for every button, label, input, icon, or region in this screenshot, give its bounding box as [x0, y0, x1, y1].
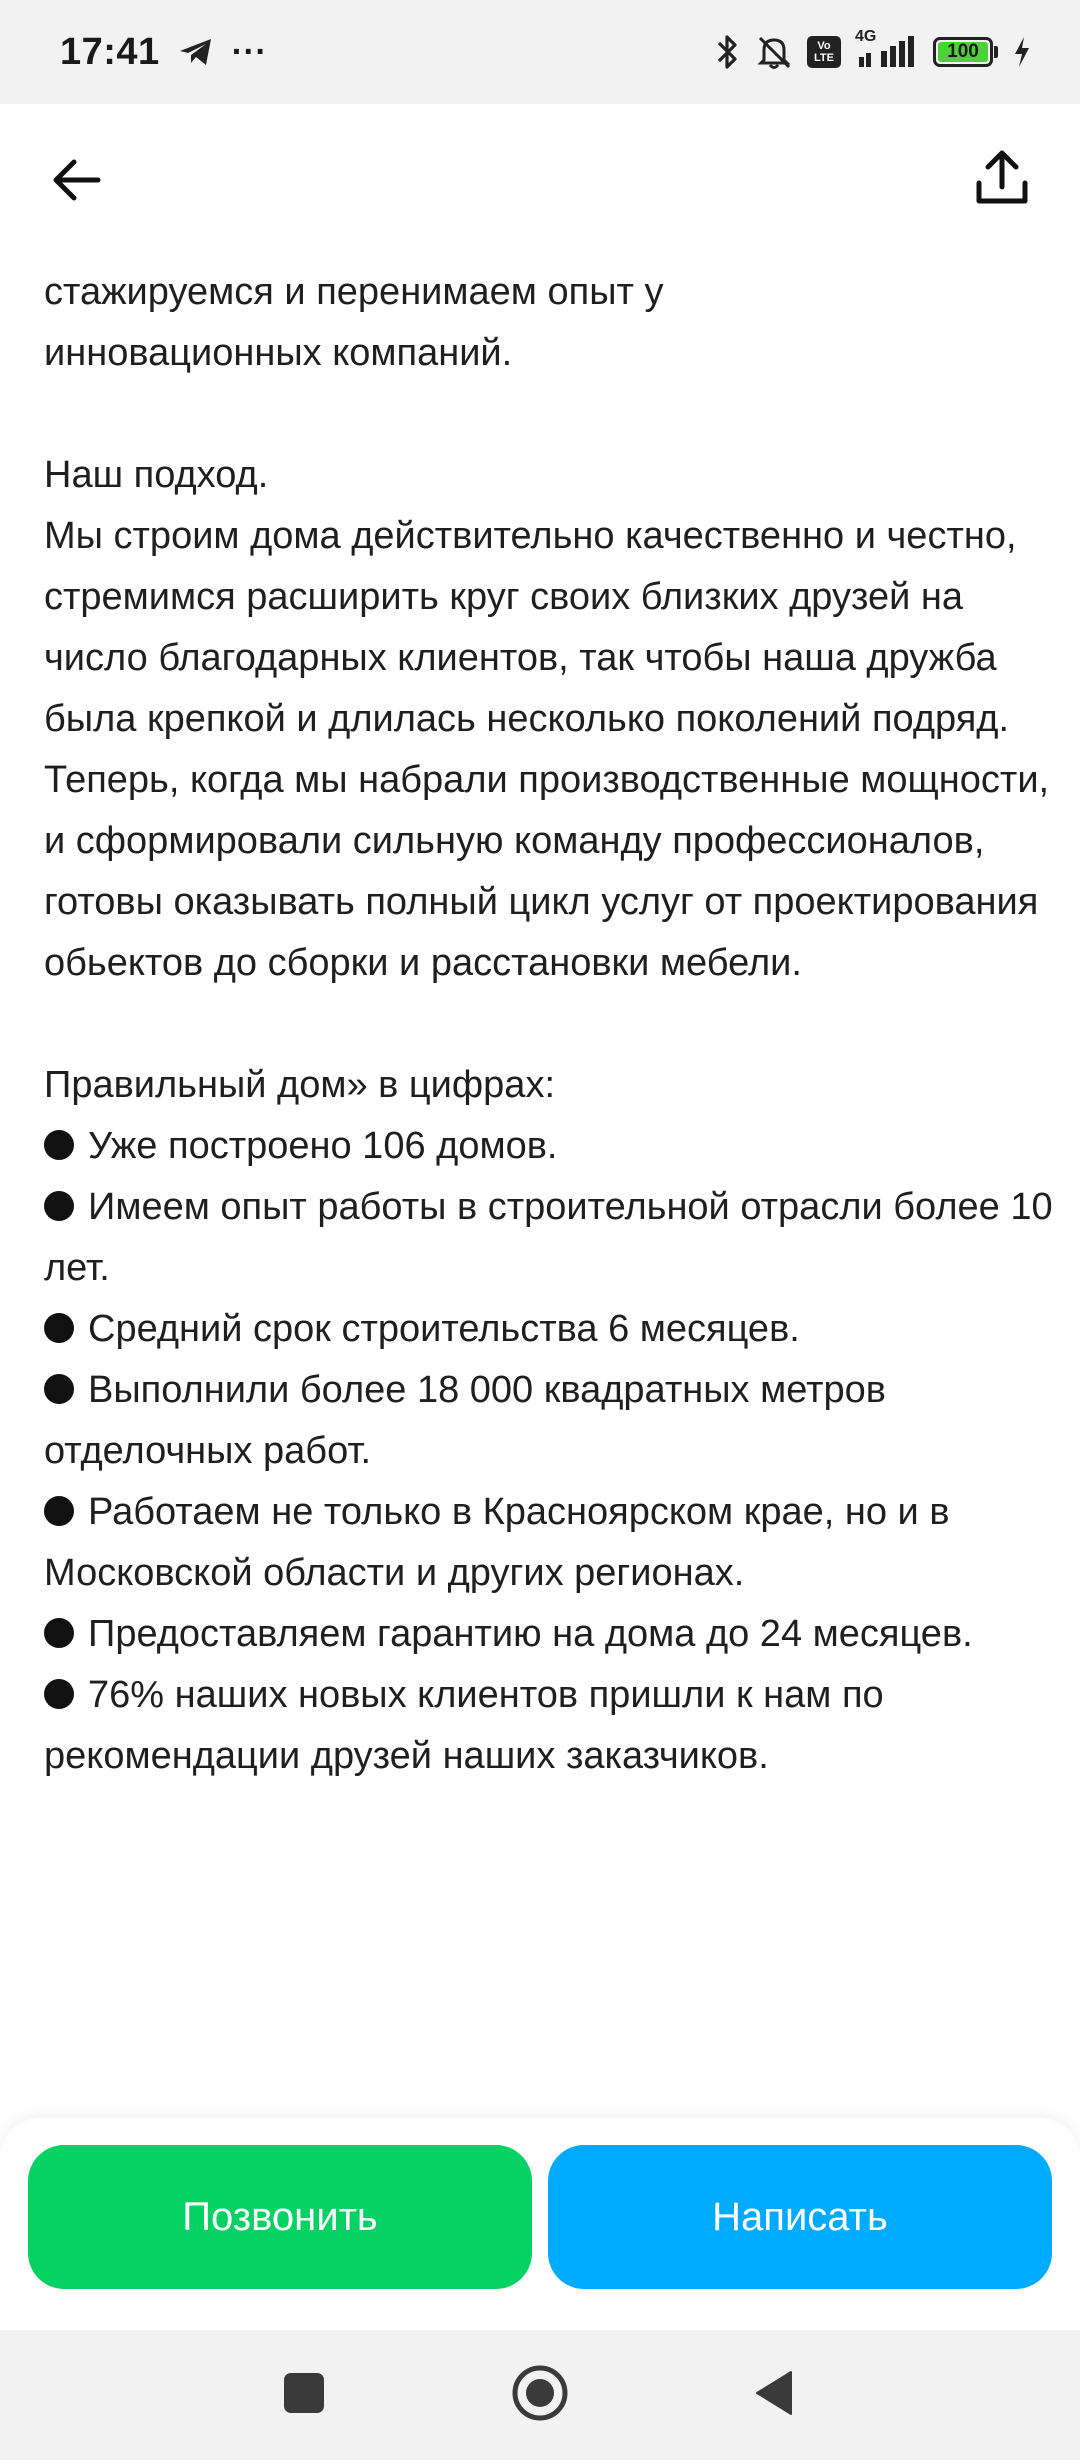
back-triangle-icon: [753, 2369, 795, 2422]
share-button[interactable]: [962, 140, 1042, 220]
status-more: ···: [231, 32, 268, 71]
recents-button[interactable]: [244, 2330, 364, 2460]
bullet-text: 76% наших новых клиентов пришли к нам по рекомендации друзей наших заказчиков.: [44, 1674, 884, 1777]
intro-line: инновационных компаний.: [44, 332, 513, 374]
bullet-dot-icon: [44, 1191, 74, 1221]
approach-title: Наш подход.: [44, 454, 269, 496]
bullet-dot-icon: [44, 1374, 74, 1404]
status-time: 17:41: [60, 30, 160, 73]
approach-paragraph: Мы строим дома действительно качественно и честно, стремимся расширить круг своих близких друзей на число благодарных клиентов, так чтобы наша дружба была крепкой и длилась несколько поколений подряд.: [44, 515, 1017, 740]
network-type: 4G: [855, 28, 877, 45]
share-icon: [974, 149, 1030, 212]
back-arrow-icon: [50, 158, 102, 207]
app-header: [0, 104, 1080, 260]
intro-line: стажируемся и перенимаем опыт у: [44, 271, 664, 313]
action-bar: [0, 2118, 1080, 2330]
approach-paragraph: Теперь, когда мы набрали производственные мощности, и сформировали сильную команду профессионалов, готовы оказывать полный цикл услуг от проектирования обьектов до сборки и расстановки мебели.: [44, 759, 1050, 984]
recents-square-icon: [282, 2371, 326, 2420]
battery-icon: [933, 37, 998, 67]
nav-back-button[interactable]: [714, 2330, 834, 2460]
bullet-text: Средний срок строительства 6 месяцев.: [88, 1308, 800, 1350]
back-button[interactable]: [38, 144, 114, 220]
bullet-dot-icon: [44, 1618, 74, 1648]
status-right: [715, 0, 1032, 104]
volte-top: Vo: [817, 40, 831, 52]
bullet-dot-icon: [44, 1496, 74, 1526]
bullet-text: Предоставляем гарантию на дома до 24 месяцев.: [88, 1613, 973, 1655]
bullet-item: [44, 1604, 1054, 1665]
bullet-text: Уже построено 106 домов.: [88, 1125, 558, 1167]
bullet-dot-icon: [44, 1130, 74, 1160]
bell-muted-icon: [755, 33, 793, 71]
bullet-dot-icon: [44, 1313, 74, 1343]
bullet-item: [44, 1299, 1054, 1360]
bullet-text: Выполнили более 18 000 квадратных метров отделочных работ.: [44, 1369, 886, 1472]
system-nav-bar: [0, 2330, 1080, 2460]
status-bar: [0, 0, 1080, 104]
signal-icon: [855, 28, 919, 69]
description-text: [44, 262, 1054, 1787]
bullet-item: [44, 1177, 1054, 1299]
bullet-text: Работаем не только в Красноярском крае, но и в Московской области и других регионах.: [44, 1491, 950, 1594]
home-button[interactable]: [480, 2330, 600, 2460]
numbers-title: Правильный дом» в цифрах:: [44, 1064, 555, 1106]
charging-icon: [1012, 35, 1032, 69]
call-button[interactable]: Позвонить: [28, 2145, 532, 2289]
write-button[interactable]: Написать: [548, 2145, 1052, 2289]
bullet-dot-icon: [44, 1679, 74, 1709]
bluetooth-icon: [715, 33, 741, 71]
bullet-item: [44, 1482, 1054, 1604]
bullet-item: [44, 1665, 1054, 1787]
telegram-icon: [178, 36, 214, 68]
bullet-item: [44, 1116, 1054, 1177]
bullet-text: Имеем опыт работы в строительной отрасли более 10 лет.: [44, 1186, 1053, 1289]
battery-level: 100: [947, 41, 979, 62]
volte-icon: [807, 36, 841, 68]
volte-bottom: LTE: [814, 52, 834, 64]
status-left: [60, 0, 267, 104]
bullet-item: [44, 1360, 1054, 1482]
home-circle-icon: [511, 2364, 569, 2427]
